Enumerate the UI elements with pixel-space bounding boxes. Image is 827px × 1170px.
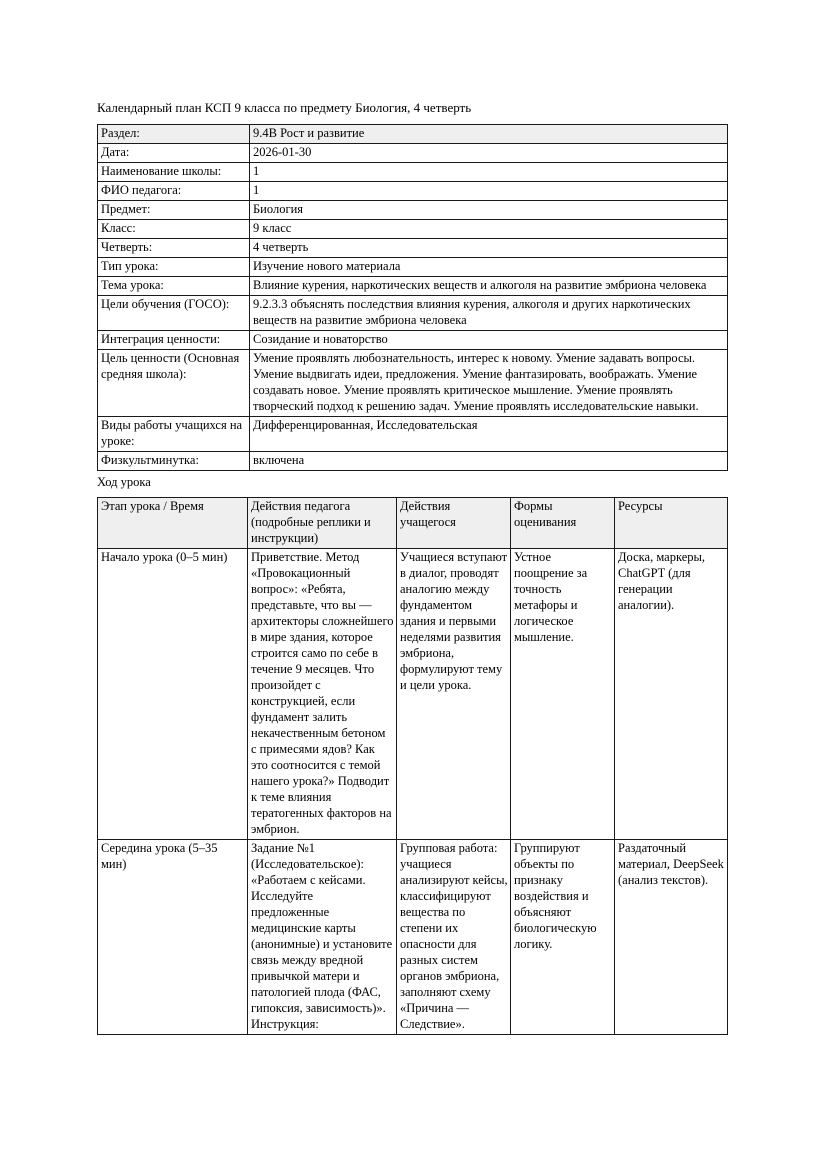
header-resources: Ресурсы xyxy=(615,498,728,549)
info-row-teacher-name xyxy=(98,182,728,201)
cell-resources: Раздаточный материал, DeepSeek (анализ текстов). xyxy=(615,840,728,1035)
info-label: Раздел: xyxy=(98,125,250,144)
info-label: Физкультминутка: xyxy=(98,452,250,471)
info-row-lesson-type xyxy=(98,258,728,277)
cell-stage: Начало урока (0–5 мин) xyxy=(98,549,248,840)
info-row-class xyxy=(98,220,728,239)
info-value: Биология xyxy=(250,201,728,220)
header-stage-time: Этап урока / Время xyxy=(98,498,248,549)
cell-resources: Доска, маркеры, ChatGPT (для генерации аналогии). xyxy=(615,549,728,840)
info-label: Четверть: xyxy=(98,239,250,258)
info-label: Наименование школы: xyxy=(98,163,250,182)
info-row-work-types xyxy=(98,417,728,452)
info-label: Дата: xyxy=(98,144,250,163)
header-student-actions: Действия учащегося xyxy=(397,498,511,549)
info-value: 1 xyxy=(250,163,728,182)
info-value: Изучение нового материала xyxy=(250,258,728,277)
cell-stage: Середина урока (5–35 мин) xyxy=(98,840,248,1035)
info-row-goals xyxy=(98,296,728,331)
info-value: Умение проявлять любознательность, интерес к новому. Умение задавать вопросы. Умение выдвигать идеи, предложения. Умение фантазировать, воображать. Умение создавать новое. Умение проявлять критическое мышление. Умение проявлять творческий подход к решению задач. Умение проявлять исследовательские навыки. xyxy=(250,350,728,417)
lesson-info-table xyxy=(97,124,728,471)
info-label: Тема урока: xyxy=(98,277,250,296)
info-value: Дифференцированная, Исследовательская xyxy=(250,417,728,452)
info-row-values-goal xyxy=(98,350,728,417)
cell-assessment: Устное поощрение за точность метафоры и логическое мышление. xyxy=(511,549,615,840)
info-value: 9 класс xyxy=(250,220,728,239)
info-label: Предмет: xyxy=(98,201,250,220)
info-value: 2026-01-30 xyxy=(250,144,728,163)
info-row-data xyxy=(98,144,728,163)
info-row-quarter xyxy=(98,239,728,258)
page-content xyxy=(97,100,728,1035)
cell-student-actions: Групповая работа: учащиеся анализируют кейсы, классифицируют вещества по степени их опасности для разных систем органов эмбриона, заполняют схему «Причина — Следствие». xyxy=(397,840,511,1035)
info-label: Тип урока: xyxy=(98,258,250,277)
info-value: 1 xyxy=(250,182,728,201)
cell-assessment: Группируют объекты по признаку воздействия и объясняют биологическую логику. xyxy=(511,840,615,1035)
cell-teacher-actions: Задание №1 (Исследовательское): «Работаем с кейсами. Исследуйте предложенные медицинские карты (анонимные) и установите связь между вредной привычкой матери и патологией плода (ФАС, гипоксия, зависимость)». Инструкция: xyxy=(248,840,397,1035)
section-heading: Ход урока xyxy=(97,475,151,489)
info-row-school xyxy=(98,163,728,182)
info-row-razdel xyxy=(98,125,728,144)
page-title: Календарный план КСП 9 класса по предмету Биология, 4 четверть xyxy=(97,100,472,115)
info-label: Цель ценности (Основная средняя школа): xyxy=(98,350,250,417)
lesson-row-middle xyxy=(98,840,728,1035)
info-row-subject xyxy=(98,201,728,220)
info-value: Влияние курения, наркотических веществ и алкоголя на развитие эмбриона человека xyxy=(250,277,728,296)
info-row-lesson-topic xyxy=(98,277,728,296)
header-assessment-forms: Формы оценивания xyxy=(511,498,615,549)
info-value: включена xyxy=(250,452,728,471)
cell-student-actions: Учащиеся вступают в диалог, проводят аналогию между фундаментом здания и первыми неделями развития эмбриона, формулируют тему и цели урока. xyxy=(397,549,511,840)
info-label: Виды работы учащихся на уроке: xyxy=(98,417,250,452)
info-value: 4 четверть xyxy=(250,239,728,258)
info-row-values-integration xyxy=(98,331,728,350)
cell-teacher-actions: Приветствие. Метод «Провокационный вопрос»: «Ребята, представьте, что вы — архитекторы сложнейшего в мире здания, которое строится само по себе в течение 9 месяцев. Что произойдет с конструкцией, если фундамент залить некачественным бетоном с примесями ядов? Как это соотносится с темой нашего урока?» Подводит к теме влияния тератогенных факторов на эмбрион. xyxy=(248,549,397,840)
lesson-row-start xyxy=(98,549,728,840)
info-value: 9.4В Рост и развитие xyxy=(250,125,728,144)
lesson-table-header-row xyxy=(98,498,728,549)
info-value: Созидание и новаторство xyxy=(250,331,728,350)
lesson-flow-table xyxy=(97,497,728,1035)
info-label: Цели обучения (ГОСО): xyxy=(98,296,250,331)
info-value: 9.2.3.3 объяснять последствия влияния курения, алкоголя и других наркотических веществ на развитие эмбриона человека xyxy=(250,296,728,331)
header-teacher-actions: Действия педагога (подробные реплики и инструкции) xyxy=(248,498,397,549)
info-row-fizminutka xyxy=(98,452,728,471)
info-label: ФИО педагога: xyxy=(98,182,250,201)
info-label: Интеграция ценности: xyxy=(98,331,250,350)
info-label: Класс: xyxy=(98,220,250,239)
